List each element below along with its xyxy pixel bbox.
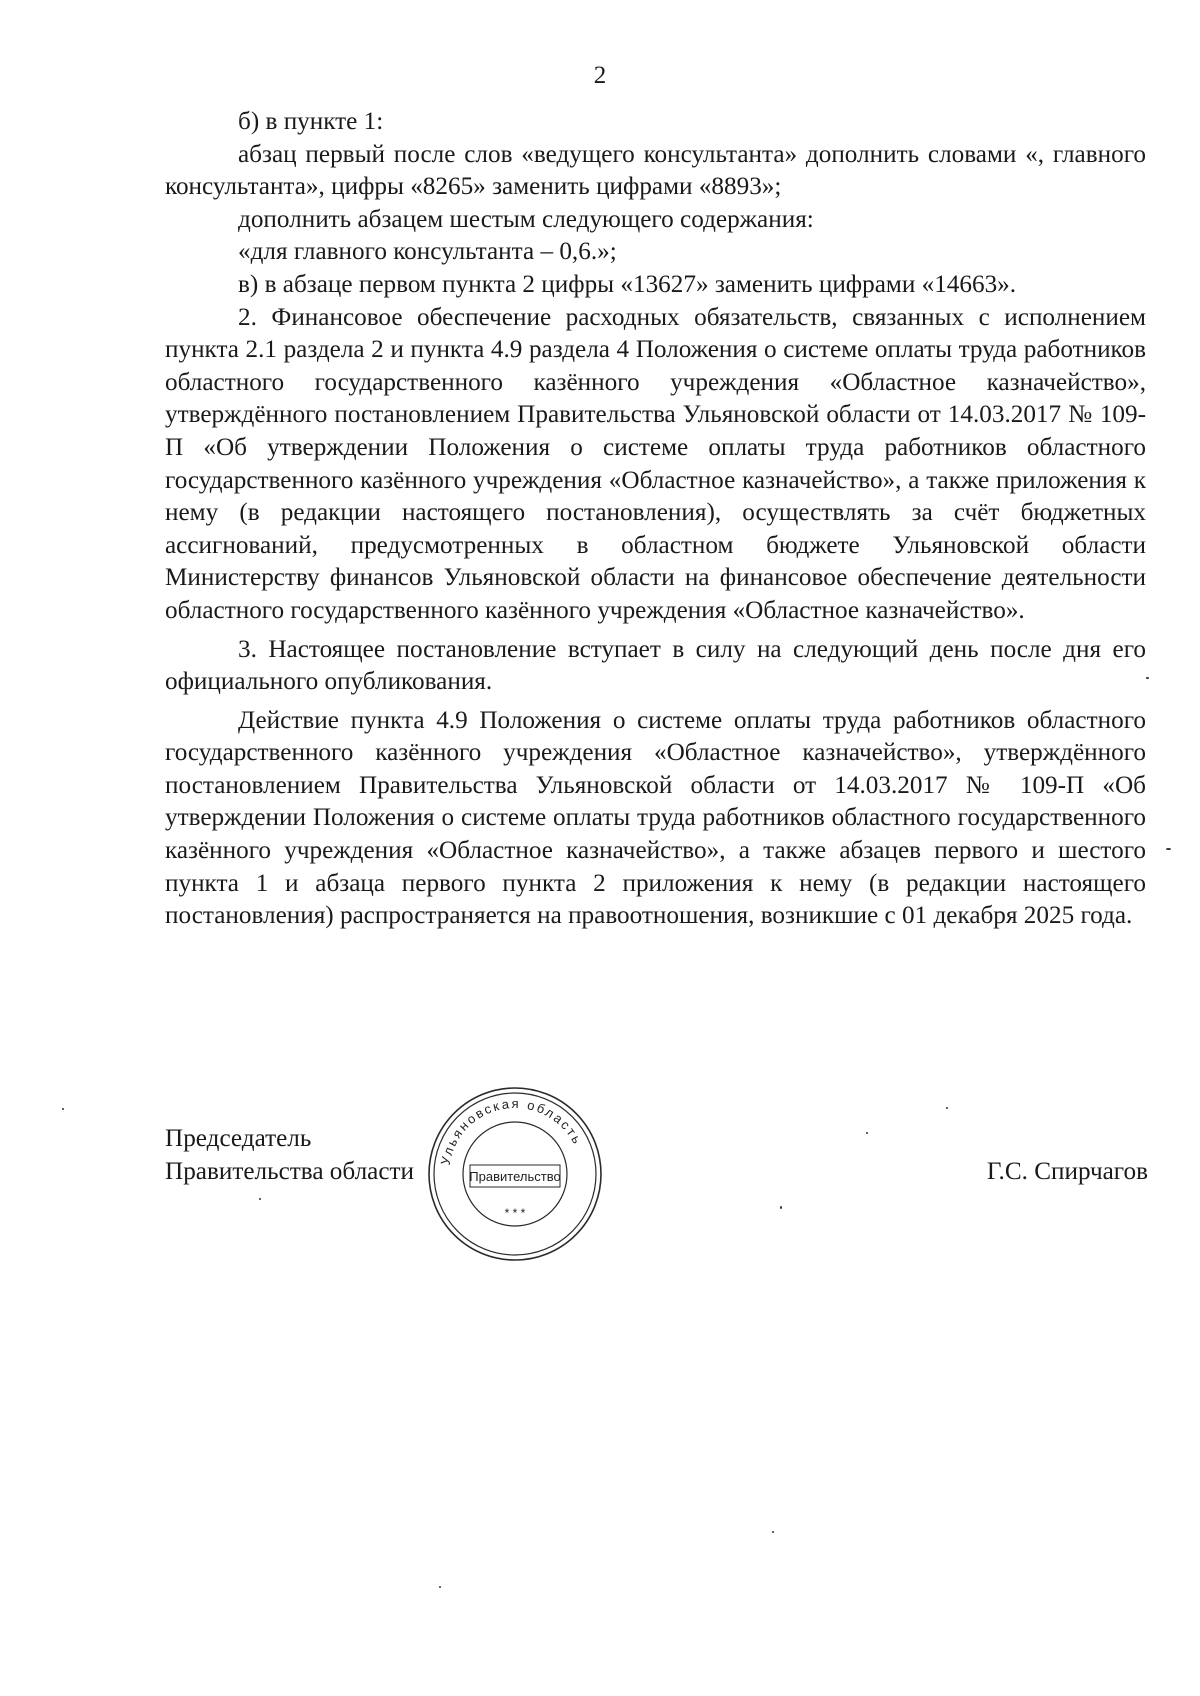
paragraph-item-v: в) в абзаце первом пункта 2 цифры «13627» заменить цифрами «14663». — [238, 270, 1017, 298]
scan-speck — [866, 1132, 868, 1134]
seal-bottom-stars-icon: * * * — [504, 1206, 526, 1220]
seal-ring-text: Ульяновская область — [437, 1095, 586, 1167]
scan-speck — [439, 1586, 441, 1588]
paragraph-quote: «для главного консультанта – 0,6.»; — [238, 238, 617, 266]
scan-speck — [772, 1531, 774, 1533]
scan-speck — [946, 1107, 948, 1109]
paragraph-section-2: 2. Финансовое обеспечение расходных обязательств, связанных с исполнением пункта 2.1 раздела 2 и пункта 4.9 раздела 4 Положения о системе оплаты труда работников областного государственного казённого учреждения «Областное казначейство», утверждённого постановлением Правительства Ульяновской области от 14.03.2017 № 109-П «Об утверждении Положения о системе оплаты труда работников областного государственного казённого учреждения «Областное казначейство», а также приложения к нему (в редакции настоящего постановления), осуществлять за счёт бюджетных ассигнований, предусмотренных в областном бюджете Ульяновской области Министерству финансов Ульяновской области на финансовое обеспечение деятельности областного государственного казённого учреждения «Областное казначейство». — [165, 303, 1146, 624]
paragraph-first-abzac: абзац первый после слов «ведущего консультанта» дополнить словами «, главного консультанта», цифры «8265» заменить цифрами «8893»; — [165, 140, 1146, 201]
signature-title-line1: Председатель — [165, 1125, 312, 1152]
scan-speck — [1146, 677, 1149, 679]
signature-name: Г.С. Спирчагов — [986, 1158, 1148, 1185]
document-body — [165, 106, 1146, 933]
scan-speck — [62, 1108, 64, 1110]
paragraph-effect: Действие пункта 4.9 Положения о системе оплаты труда работников областного государственного казённого учреждения «Областное казначейство», утверждённого постановлением Правительства Ульяновской области от 14.03.2017 № 109-П «Об утверждении Положения о системе оплаты труда работников областного государственного казённого учреждения «Областное казначейство», а также абзацев первого и шестого пункта 1 и абзаца первого пункта 2 приложения к нему (в редакции настоящего постановления) распространяется на правоотношения, возникшие с 01 декабря 2025 года. — [165, 706, 1146, 930]
paragraph-section-3: 3. Настоящее постановление вступает в силу на следующий день после дня его официального опубликования. — [165, 635, 1146, 696]
paragraph-item-b: б) в пункте 1: — [238, 108, 384, 135]
paragraph-add-sixth: дополнить абзацем шестым следующего содержания: — [238, 205, 814, 233]
signature-title — [165, 1123, 414, 1188]
official-seal-stamp — [426, 1085, 604, 1263]
scan-speck — [1166, 848, 1171, 850]
signature-title-line2: Правительства области — [165, 1157, 414, 1185]
page-number: 2 — [593, 62, 607, 89]
seal-center-text: Правительство — [469, 1169, 561, 1184]
scan-speck — [780, 1206, 782, 1209]
scan-speck — [259, 1198, 261, 1200]
